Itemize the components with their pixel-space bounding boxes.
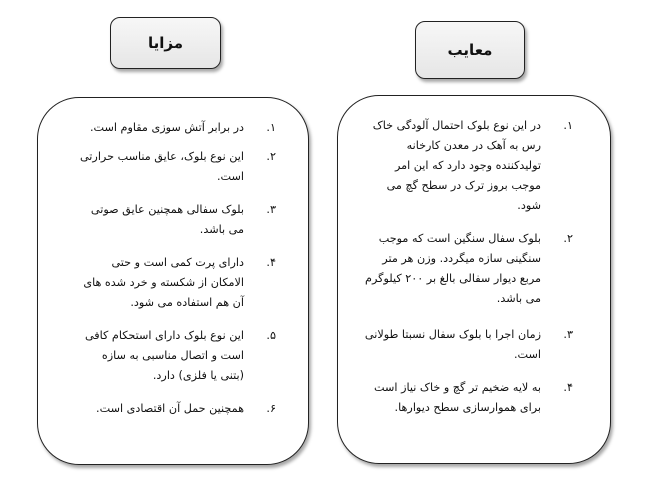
- list-item: [363, 229, 573, 309]
- item-text: بلوک سفال سنگین است که موجب سنگینی سازه میگردد. وزن هر متر مربع دیوار سفالی بالغ بر ۲۰۰ کیلوگرم می باشد.: [365, 232, 541, 305]
- item-number: ۵.: [266, 329, 276, 342]
- item-text: دارای پرت کمی است و حتی الامکان از شکسته و خرد شده های آن هم استفاده می شود.: [83, 256, 244, 309]
- disadvantages-title: معایب: [447, 41, 493, 59]
- disadvantages-header: [415, 21, 525, 79]
- list-item: [76, 118, 276, 138]
- advantages-list: [76, 118, 276, 432]
- list-item: [363, 325, 573, 365]
- advantages-title: مزایا: [147, 34, 184, 52]
- item-number: ۲.: [266, 150, 276, 163]
- list-item: [76, 399, 276, 419]
- item-number: ۳.: [563, 328, 573, 341]
- list-item: [363, 116, 573, 216]
- item-number: ۴.: [266, 256, 276, 269]
- list-item: [76, 200, 276, 240]
- list-item: [76, 147, 276, 187]
- advantages-header: [110, 17, 221, 69]
- item-number: ۳.: [266, 203, 276, 216]
- item-number: ۱.: [266, 121, 276, 134]
- item-text: این نوع بلوک دارای استحکام کافی است و اتصال مناسبی به سازه (بتنی یا فلزی) دارد.: [84, 329, 244, 382]
- item-text: این نوع بلوک، عایق مناسب حرارتی است.: [79, 150, 244, 183]
- item-text: در این نوع بلوک احتمال آلودگی خاک رس به آهک در معدن کارخانه تولیدکننده وجود دارد که این امر موجب بروز ترک در سطح گچ می شود.: [372, 119, 541, 212]
- item-text: همچنین حمل آن اقتصادی است.: [96, 402, 244, 415]
- item-text: زمان اجرا با بلوک سفال نسبتا طولانی است.: [364, 328, 541, 361]
- list-item: [363, 378, 573, 418]
- disadvantages-panel: [337, 95, 611, 464]
- item-text: به لایه ضخیم تر گچ و خاک نیاز است برای هموارسازی سطح دیوارها.: [374, 381, 541, 414]
- item-text: بلوک سفالی همچنین عایق صوتی می باشد.: [90, 203, 244, 236]
- item-number: ۴.: [563, 381, 573, 394]
- item-text: در برابر آتش سوزی مقاوم است.: [89, 121, 244, 134]
- item-number: ۱.: [563, 119, 573, 132]
- item-number: ۶.: [266, 402, 276, 415]
- item-number: ۲.: [563, 232, 573, 245]
- list-item: [76, 253, 276, 313]
- list-item: [76, 326, 276, 386]
- advantages-panel: [37, 97, 309, 465]
- disadvantages-list: [363, 116, 573, 431]
